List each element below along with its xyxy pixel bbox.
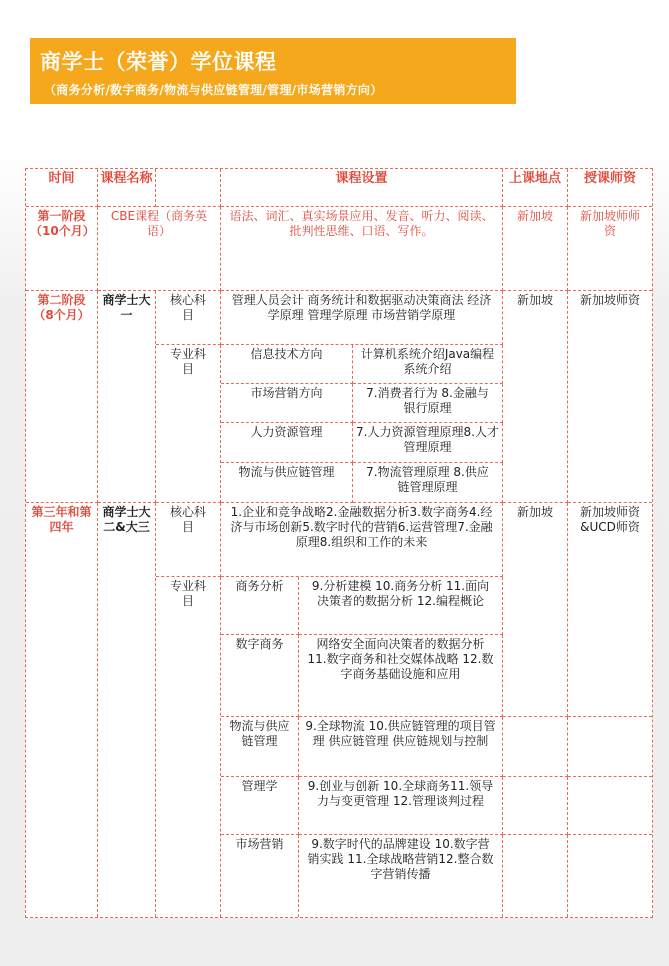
stage2-faculty: 新加坡师资 xyxy=(568,291,652,503)
stage2-major-name: 信息技术方向 xyxy=(221,345,353,384)
stage2-year: 商学士大一 xyxy=(98,291,156,503)
header-course-setup: 课程设置 xyxy=(221,169,503,207)
stage3-major-name: 商务分析 xyxy=(221,577,299,635)
empty-cell xyxy=(503,717,568,777)
stage2-major-courses: 计算机系统介绍Java编程系统介绍 xyxy=(353,345,503,384)
empty-cell xyxy=(568,717,652,777)
page-subtitle: （商务分析/数字商务/物流与供应链管理/管理/市场营销方向） xyxy=(44,83,383,97)
stage3-major-name: 数字商务 xyxy=(221,635,299,717)
stage3-major-courses: 网络安全面向决策者的数据分析 11.数字商务和社交媒体战略 12.数字商务基础设施和应用 xyxy=(299,635,503,717)
stage2-elective-label: 专业科目 xyxy=(156,345,221,503)
stage1-time: 第一阶段（10个月） xyxy=(26,207,98,291)
stage3-major-courses: 9.分析建模 10.商务分析 11.面向决策者的数据分析 12.编程概论 xyxy=(299,577,503,635)
stage3-major-courses: 9.数字时代的品牌建设 10.数字营销实践 11.全球战略营销12.整合数字营销传播 xyxy=(299,835,503,917)
curriculum-table xyxy=(25,168,653,918)
stage3-time: 第三年和第四年 xyxy=(26,503,98,917)
stage3-major-courses: 9.创业与创新 10.全球商务11.领导力与变更管理 12.管理谈判过程 xyxy=(299,777,503,835)
header-course-name: 课程名称 xyxy=(98,169,156,207)
stage1-faculty: 新加坡师师资 xyxy=(568,207,652,291)
page-title: 商学士（荣誉）学位课程 xyxy=(40,50,277,74)
stage2-time: 第二阶段（8个月） xyxy=(26,291,98,503)
stage3-major-name: 物流与供应链管理 xyxy=(221,717,299,777)
stage2-location: 新加坡 xyxy=(503,291,568,503)
stage2-major-name: 物流与供应链管理 xyxy=(221,463,353,503)
stage1-content: 语法、词汇、真实场景应用、发音、听力、阅读、批判性思维、口语、写作。 xyxy=(221,207,503,291)
stage3-year: 商学士大二&大三 xyxy=(98,503,156,917)
stage3-location: 新加坡 xyxy=(503,503,568,717)
stage3-major-courses: 9.全球物流 10.供应链管理的项目管理 供应链管理 供应链规划与控制 xyxy=(299,717,503,777)
stage3-core-content: 1.企业和竞争战略2.金融数据分析3.数字商务4.经济与市场创新5.数字时代的营销6.运营管理7.金融原理8.组织和工作的未来 xyxy=(221,503,503,577)
header-faculty: 授课师资 xyxy=(568,169,652,207)
empty-cell xyxy=(568,777,652,835)
stage1-location: 新加坡 xyxy=(503,207,568,291)
stage3-core-label: 核心科目 xyxy=(156,503,221,577)
stage3-major-name: 管理学 xyxy=(221,777,299,835)
stage3-major-name: 市场营销 xyxy=(221,835,299,917)
header-time: 时间 xyxy=(26,169,98,207)
empty-cell xyxy=(503,777,568,835)
stage3-elective-label: 专业科目 xyxy=(156,577,221,917)
empty-cell xyxy=(568,835,652,917)
stage3-faculty: 新加坡师资&UCD师资 xyxy=(568,503,652,717)
stage1-program: CBE课程（商务英语） xyxy=(98,207,221,291)
header-blank xyxy=(156,169,221,207)
stage2-core-content: 管理人员会计 商务统计和数据驱动决策商法 经济学原理 管理学原理 市场营销学原理 xyxy=(221,291,503,345)
stage2-core-label: 核心科目 xyxy=(156,291,221,345)
stage2-major-name: 人力资源管理 xyxy=(221,423,353,463)
header-location: 上课地点 xyxy=(503,169,568,207)
stage2-major-courses: 7.人力资源管理原理8.人才管理原理 xyxy=(353,423,503,463)
empty-cell xyxy=(503,835,568,917)
stage2-major-courses: 7.物流管理原理 8.供应链管理原理 xyxy=(353,463,503,503)
stage2-major-name: 市场营销方向 xyxy=(221,384,353,423)
stage2-major-courses: 7.消费者行为 8.金融与银行原理 xyxy=(353,384,503,423)
